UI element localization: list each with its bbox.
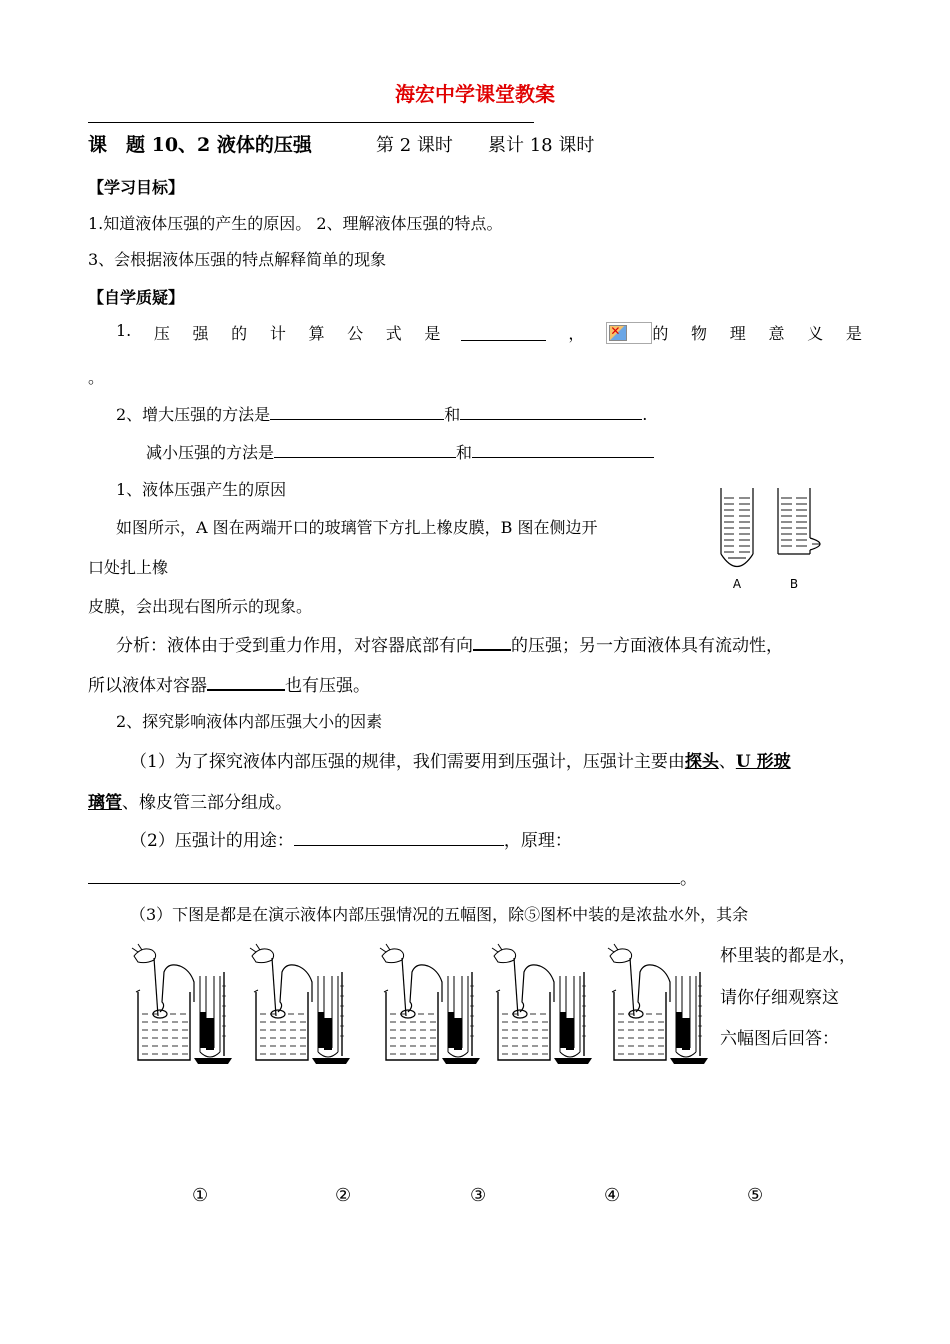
gauge-figure-4 [492, 944, 592, 1064]
broken-image-icon: ✕ [606, 322, 652, 344]
q1-tail-char: 是 [845, 324, 862, 343]
q1-char: 计 [269, 324, 286, 343]
section-2-title: 2、探究影响液体内部压强大小的因素 [116, 712, 383, 731]
q2a-and: 和 [444, 405, 461, 424]
probe-term: 探头 [684, 752, 719, 772]
lesson-total: 累计 18 课时 [488, 135, 595, 156]
gauge-figure-3 [380, 944, 480, 1064]
side-text-1: 杯里装的都是水， [720, 946, 856, 966]
figure-label-b: B [789, 577, 799, 591]
q2b-prefix: 减小压强的方法是 [146, 443, 275, 462]
increase-blank-1[interactable] [270, 403, 444, 420]
p1-text: （1）为了探究液体内部压强的规律，我们需要用到压强计，压强计主要由 [130, 752, 685, 772]
question-2-decrease [146, 440, 654, 463]
p2-end: 。 [680, 869, 697, 889]
q1-char: 是 [424, 324, 441, 343]
q1-char: 的 [231, 324, 248, 343]
q1-char: 算 [308, 324, 325, 343]
goals-line-2: 3、会根据液体压强的特点解释简单的现象 [88, 250, 387, 269]
q1-char: 式 [385, 324, 402, 343]
p1-end: 、橡皮管三部分组成。 [122, 793, 292, 813]
question-1-text [116, 321, 441, 344]
analysis-2a: 所以液体对容器 [88, 676, 207, 696]
tube-a-liquid [724, 498, 750, 558]
analysis-1a: 分析：液体由于受到重力作用，对容器底部有向 [116, 636, 473, 656]
question-2-increase [116, 402, 647, 425]
section-1-line-2: 口处扎上橡 [88, 558, 169, 577]
section-2-p2 [130, 826, 572, 851]
question-1-line [116, 321, 862, 344]
figure-number-1: ① [192, 1185, 209, 1206]
decrease-blank-1[interactable] [274, 441, 456, 458]
q2b-and: 和 [456, 443, 473, 462]
decrease-blank-2[interactable] [472, 441, 654, 458]
side-text-3: 六幅图后回答： [720, 1029, 839, 1049]
container-blank[interactable] [207, 673, 285, 691]
section-1-title: 1、液体压强产生的原因 [116, 480, 287, 499]
figure-number-5: ⑤ [747, 1185, 764, 1206]
section-2-p3: （3）下图是都是在演示液体内部压强情况的五幅图，除⑤图杯中装的是浓盐水外，其余 [130, 905, 749, 924]
tube-figure [712, 484, 837, 594]
q1-tail-char: 的 [652, 324, 669, 343]
lesson-title: 课 题 10、2 液体的压强 [88, 134, 312, 156]
pressure-gauge-figures [128, 942, 708, 1066]
analysis-line-1 [116, 631, 783, 656]
usage-blank[interactable] [294, 829, 504, 846]
q1-tail-char: 义 [807, 324, 824, 343]
figure-number-3: ③ [470, 1185, 487, 1206]
document-title: 海宏中学课堂教案 [395, 82, 555, 106]
gauge-figure-5 [608, 944, 708, 1064]
u-tube-term-2: 璃管 [88, 793, 122, 813]
goals-heading: 【学习目标】 [88, 178, 185, 197]
gauge-figure-2 [250, 944, 350, 1064]
tube-a [721, 488, 753, 567]
q1-char: 强 [192, 324, 209, 343]
section-2-p1-line-1 [130, 747, 791, 772]
q1-tail-char: 理 [729, 324, 746, 343]
analysis-line-2 [88, 671, 370, 696]
q1-tail-char: 意 [768, 324, 785, 343]
principle-line [88, 864, 697, 889]
p1-sep: 、 [718, 752, 736, 772]
goals-line-1: 1.知道液体压强的产生的原因。 2、理解液体压强的特点。 [88, 214, 503, 233]
gauge-figure-1 [132, 944, 232, 1064]
section-1-line-1: 如图所示，A 图在两端开口的玻璃管下方扎上橡皮膜，B 图在侧边开 [116, 518, 598, 537]
formula-blank[interactable] [461, 324, 547, 341]
q1-comma: ， [568, 324, 585, 343]
section-2-p1-line-2 [88, 788, 292, 813]
p2-principle: ，原理： [503, 831, 572, 851]
direction-blank[interactable] [473, 633, 511, 651]
question-1-tail [652, 321, 862, 344]
self-study-heading: 【自学质疑】 [88, 288, 185, 307]
increase-blank-2[interactable] [460, 403, 642, 420]
q2a-end: . [642, 405, 648, 424]
section-1-line-3: 皮膜，会出现右图所示的现象。 [88, 597, 313, 616]
figure-number-2: ② [335, 1185, 352, 1206]
figure-number-4: ④ [604, 1185, 621, 1206]
q1-char: 公 [347, 324, 364, 343]
title-rule [88, 122, 534, 123]
q1-end: 。 [88, 368, 105, 387]
q1-char: 压 [153, 324, 170, 343]
q1-tail-char: 物 [691, 324, 708, 343]
principle-blank[interactable] [88, 867, 680, 884]
u-tube-term-1: U 形玻 [735, 752, 791, 772]
side-text-2: 请你仔细观察这 [720, 988, 839, 1008]
analysis-1b: 的压强；另一方面液体具有流动性， [511, 636, 783, 656]
q1-char: 1. [116, 321, 132, 340]
lesson-period: 第 2 课时 [376, 135, 453, 156]
q2a-prefix: 2、增大压强的方法是 [116, 405, 271, 424]
p2-text: （2）压强计的用途： [130, 831, 294, 851]
figure-label-a: A [732, 577, 742, 591]
analysis-2b: 也有压强。 [285, 676, 370, 696]
